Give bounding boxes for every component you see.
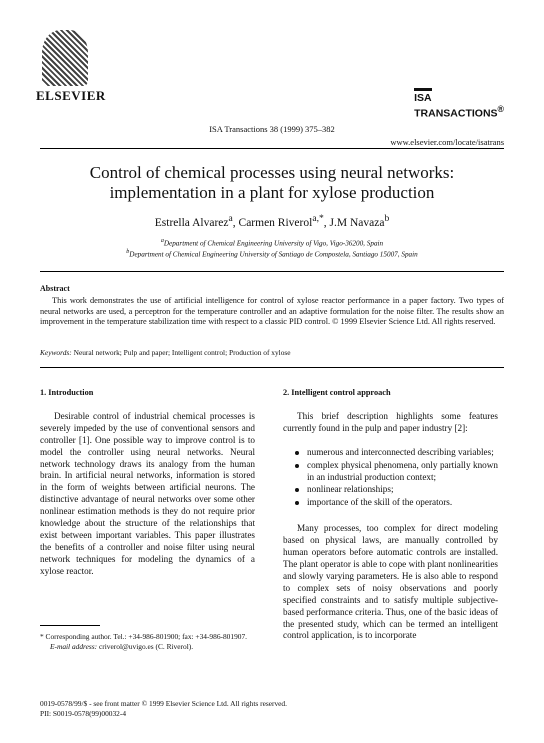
- affiliation-a-text: Department of Chemical Engineering University of Vigo, Vigo-36200, Spain: [163, 239, 384, 248]
- left-column: [40, 387, 255, 590]
- elsevier-tree-icon: [42, 30, 88, 86]
- affiliation-a-sup: a: [160, 238, 164, 244]
- isa-logo-line1: ISA: [414, 92, 432, 104]
- elsevier-logo-text: ELSEVIER: [36, 88, 106, 103]
- title-line-1: Control of chemical processes using neural networks:: [89, 163, 455, 182]
- footnote-rule: [40, 625, 100, 626]
- bullet-icon: [295, 464, 299, 468]
- author-2-sup: a,*: [312, 213, 324, 224]
- section-1-paragraph-1: Desirable control of industrial chemical processes is severely impeded by the use of conventional sensors and controller [1]. One possible way to improve control is to model the controller using neural networks. Neural network technology draws its analogy from the human brain. In artificial neural networks, information is stored in the form of weights between artificial neurons. The distinctive advantage of neural networks over some other nonlinear estimation methods is they do not require prior knowledge about the structure of the relationships that exist between important variables. This paper illustrates the benefits of a controller and noise filter using neural network techniques for modeling the dynamics of a xylose reactor.: [40, 410, 255, 576]
- list-item: importance of the skill of the operators.: [295, 497, 498, 509]
- footnote-email-label: E-mail address:: [50, 641, 98, 651]
- list-item: complex physical phenomena, only partially known in an industrial production context;: [295, 460, 498, 484]
- section-2-paragraph-1: This brief description highlights some features currently found in the pulp and paper industry [2]:: [283, 410, 498, 433]
- abstract-bottom-rule: [40, 367, 504, 368]
- footnote: [40, 632, 255, 651]
- page-footer: [40, 699, 287, 719]
- author-list: Estrella Alvarez$^a$, Carmen Riverol$^{a,*}$, J.M Navaza$^b$: [154, 213, 390, 229]
- section-1-heading: 1. Introduction: [40, 388, 94, 397]
- isa-logo-mark: ®: [497, 104, 504, 114]
- paper-title: [40, 163, 504, 203]
- abstract-heading: Abstract: [40, 284, 70, 293]
- journal-reference: ISA Transactions 38 (1999) 375–382: [209, 124, 335, 134]
- bullet-icon: [295, 501, 299, 505]
- footnote-corresponding: * Corresponding author. Tel.: +34-986-801900; fax: +34-986-801907.: [40, 632, 247, 641]
- section-2-heading: 2. Intelligent control approach: [283, 388, 391, 397]
- abstract-top-rule: [40, 271, 504, 272]
- affiliation-b-text: Department of Chemical Engineering University of Santiago de Compostela, Santiago 15007, Spain: [129, 250, 418, 259]
- right-column: [283, 387, 498, 654]
- abstract-text: This work demonstrates the use of artificial intelligence for control of xylose reactor performance in a paper factory. Two types of neural networks are used, a perceptron for the temperature controller and an adaptive formulation for the noise filter. The results show an improvement in the temperature stabilization time with respect to a classic PID control. © 1999 Elsevier Science Ltd. All rights reserved.: [40, 296, 504, 326]
- list-item: numerous and interconnected describing variables;: [295, 447, 498, 459]
- feature-list: [283, 447, 498, 510]
- affiliation-b-sup: b: [126, 249, 130, 255]
- author-1: Estrella Alvarez: [154, 216, 229, 229]
- elsevier-logo: [36, 30, 106, 104]
- footer-copyright: 0019-0578/99/$ - see front matter © 1999 Elsevier Science Ltd. All rights reserved.: [40, 699, 287, 708]
- affiliation-b: [40, 249, 504, 258]
- keywords-label: Keywords:: [40, 348, 72, 357]
- footnote-email[interactable]: criverol@uvigo.es (C. Riverol).: [99, 641, 194, 651]
- author-3: J.M Navaza: [329, 216, 385, 229]
- title-line-2: implementation in a plant for xylose production: [109, 183, 435, 202]
- header-rule: [40, 148, 504, 149]
- author-3-sup: b: [384, 213, 390, 224]
- affiliation-a: [40, 238, 504, 247]
- isa-logo-bar-icon: [414, 88, 432, 91]
- list-item: nonlinear relationships;: [295, 484, 498, 496]
- keywords: [40, 348, 504, 357]
- keywords-text: Neural network; Pulp and paper; Intelligent control; Production of xylose: [73, 348, 291, 357]
- bullet-icon: [295, 488, 299, 492]
- section-2-paragraph-2: Many processes, too complex for direct modeling based on physical laws, are manually controlled by human operators before automatic controls are installed. The plant operator is able to cope with plant nonlinearities and slowly varying parameters. He is also able to respond to complex sets of noisy observations and poorly specified constraints and to satisfy multiple subjective-based performance criteria. Thus, one of the basic ideas of the presented study, which can be termed an intelligent control application, is to incorporate: [283, 523, 498, 641]
- footer-pii: PII: S0019-0578(99)00032-4: [40, 709, 127, 718]
- bullet-icon: [295, 451, 299, 455]
- isa-transactions-logo: [414, 88, 504, 120]
- author-2: Carmen Riverol: [238, 216, 313, 229]
- journal-url[interactable]: www.elsevier.com/locate/isatrans: [390, 137, 504, 147]
- author-1-sup: a: [228, 213, 233, 224]
- isa-logo-line2: TRANSACTIONS: [414, 107, 498, 120]
